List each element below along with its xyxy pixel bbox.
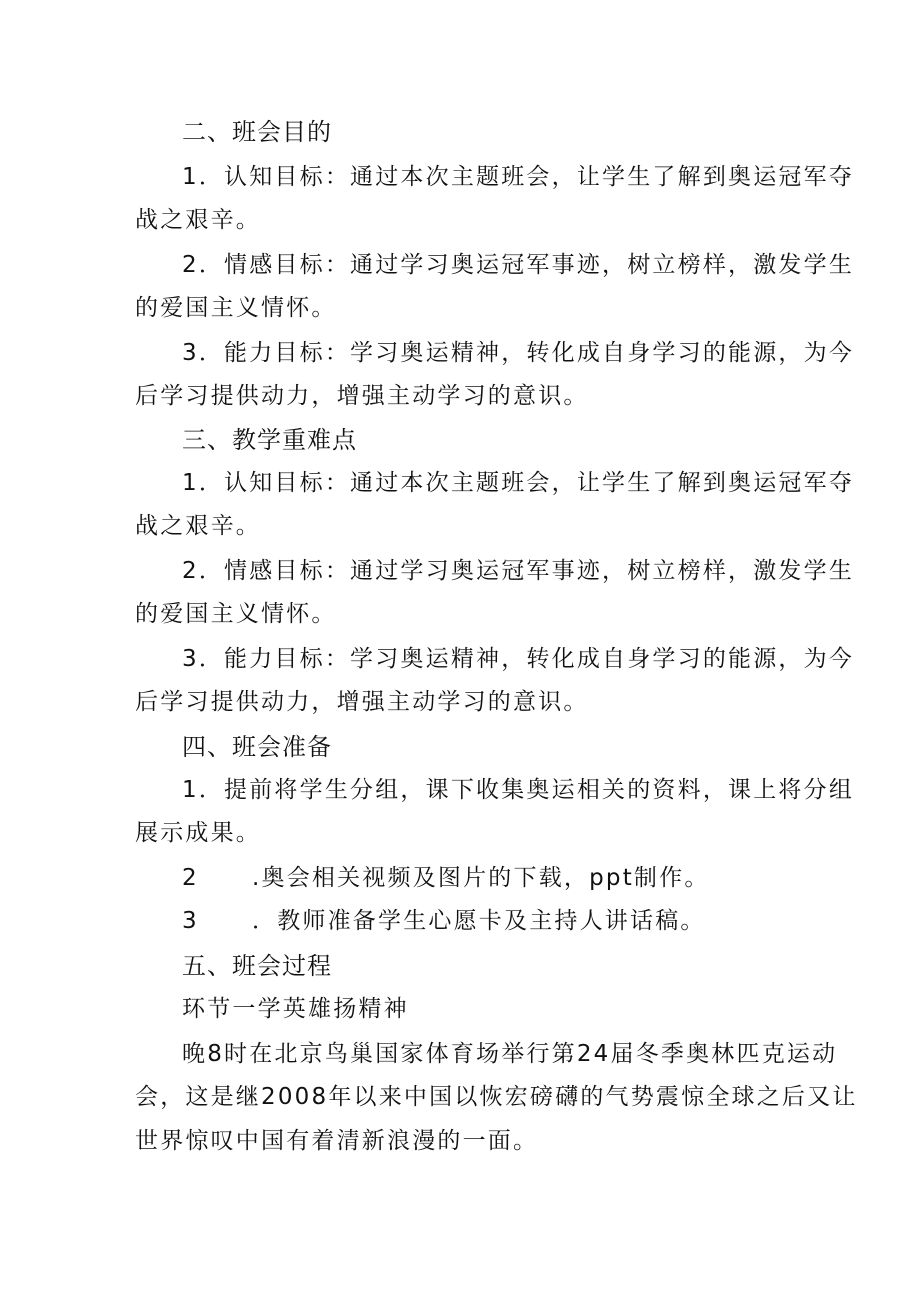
section-heading-purpose: 二、班会目的 (182, 118, 332, 146)
section-heading-key-points: 三、教学重难点 (182, 426, 357, 454)
section-heading-preparation: 四、班会准备 (182, 733, 332, 761)
purpose-item-2-line2: 的爱国主义情怀。 (135, 295, 337, 321)
keypoint-item-2-line1: 2．情感目标：通过学习奥运冠军事迹，树立榜样，激发学生 (182, 558, 855, 584)
keypoint-item-1-line2: 战之艰辛。 (135, 513, 261, 539)
process-paragraph-line1: 晚8时在北京鸟巢国家体育场举行第24届冬季奥林匹克运动 (182, 1041, 838, 1067)
process-paragraph-line3: 世界惊叹中国有着清新浪漫的一面。 (135, 1128, 539, 1154)
prep-item-2-number: 2 (182, 865, 199, 891)
keypoint-item-3-line1: 3．能力目标：学习奥运精神，转化成自身学习的能源，为今 (182, 646, 855, 672)
prep-item-2 (182, 863, 710, 893)
process-paragraph-line2: 会，这是继2008年以来中国以恢宏磅礴的气势震惊全球之后又让 (135, 1084, 858, 1110)
keypoint-item-1-line1: 1．认知目标：通过本次主题班会，让学生了解到奥运冠军夺 (182, 470, 855, 496)
purpose-item-2-line1: 2．情感目标：通过学习奥运冠军事迹，树立榜样，激发学生 (182, 252, 855, 278)
prep-item-1-line2: 展示成果。 (135, 820, 261, 846)
section-heading-process: 五、班会过程 (182, 952, 332, 980)
purpose-item-3-line1: 3．能力目标：学习奥运精神，转化成自身学习的能源，为今 (182, 340, 855, 366)
purpose-item-1-line1: 1．认知目标：通过本次主题班会，让学生了解到奥运冠军夺 (182, 164, 855, 190)
purpose-item-3-line2: 后学习提供动力，增强主动学习的意识。 (135, 383, 589, 409)
prep-item-3-number: 3 (182, 908, 199, 934)
prep-item-3 (182, 906, 706, 936)
prep-item-2-text: .奥会相关视频及图片的下载，ppt制作。 (252, 865, 710, 891)
process-subheading: 环节一学英雄扬精神 (182, 996, 409, 1022)
purpose-item-1-line2: 战之艰辛。 (135, 207, 261, 233)
keypoint-item-2-line2: 的爱国主义情怀。 (135, 601, 337, 627)
keypoint-item-3-line2: 后学习提供动力，增强主动学习的意识。 (135, 689, 589, 715)
prep-item-3-text: ．教师准备学生心愿卡及主持人讲话稿。 (252, 908, 706, 934)
prep-item-1-line1: 1．提前将学生分组，课下收集奥运相关的资料，课上将分组 (182, 777, 855, 803)
